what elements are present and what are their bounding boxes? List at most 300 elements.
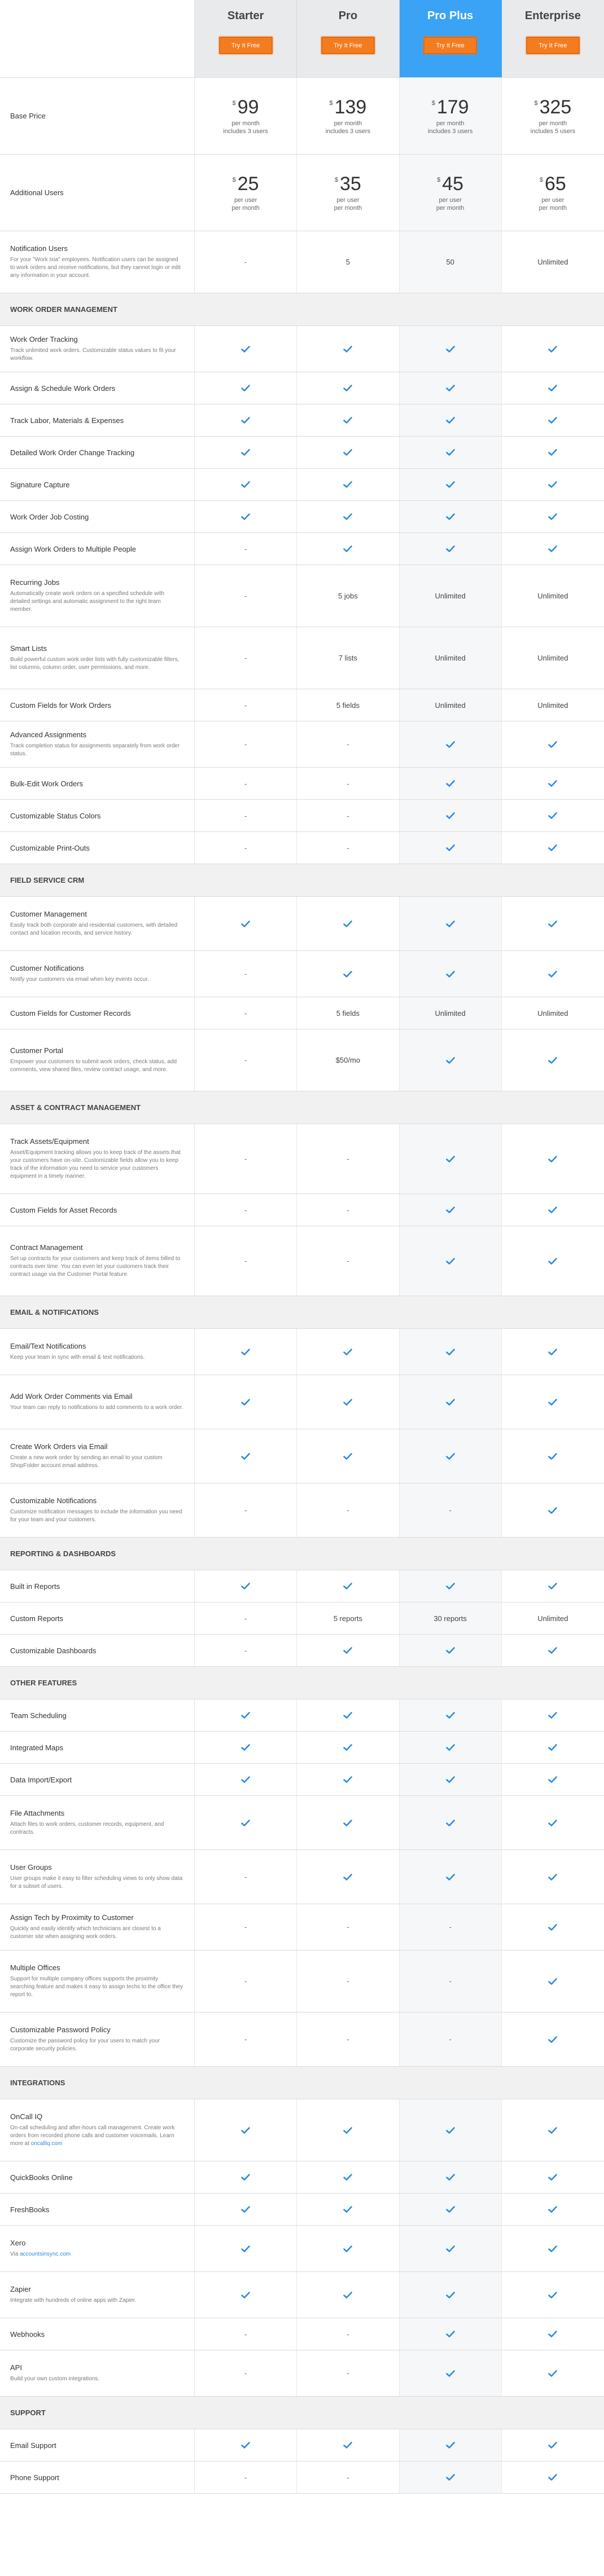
check-icon	[446, 921, 455, 927]
feature-cell	[400, 1850, 502, 1904]
price-cell	[297, 155, 399, 231]
feature-description-text: Attach files to work orders, customer records, equipment, and contracts.	[10, 1821, 164, 1835]
check-icon	[241, 2442, 250, 2449]
feature-name: Recurring Jobs	[10, 578, 60, 587]
feature-cell	[400, 1570, 502, 1602]
feature-cell	[195, 1570, 297, 1602]
feature-value: -	[244, 2035, 247, 2044]
feature-value: $50/mo	[335, 1056, 361, 1064]
feature-description-text: Automatically create work orders on a specified schedule with detailed settings and automatic assignment to the right team member.	[10, 591, 164, 613]
feature-cell	[195, 1950, 297, 2012]
feature-cell	[400, 2272, 502, 2318]
feature-cell	[297, 501, 399, 532]
feature-description	[10, 922, 184, 937]
feature-cell	[297, 1635, 399, 1666]
price	[534, 97, 571, 117]
feature-description	[10, 1354, 184, 1362]
feature-cell	[297, 2161, 399, 2193]
plan-name: Starter	[227, 10, 264, 22]
feature-cell	[195, 689, 297, 721]
feature-cell	[297, 1732, 399, 1763]
check-icon	[548, 1820, 557, 1826]
check-icon	[548, 545, 557, 552]
check-icon	[446, 1258, 455, 1265]
price-amount: 99	[237, 96, 259, 118]
price-amount: 65	[545, 173, 566, 195]
feature-cell	[502, 897, 604, 950]
plan-column	[502, 0, 604, 77]
feature-cell	[400, 1429, 502, 1483]
feature-cell	[195, 1124, 297, 1194]
feature-cell	[400, 2226, 502, 2271]
feature-value: -	[244, 1155, 247, 1163]
feature-value: -	[244, 843, 247, 852]
price	[432, 97, 469, 117]
feature-value: -	[347, 1155, 349, 1163]
feature-cell	[297, 1429, 399, 1483]
feature-row	[0, 469, 604, 501]
feature-cell	[400, 2099, 502, 2161]
feature-cell	[297, 372, 399, 404]
check-icon	[548, 1712, 557, 1719]
check-icon	[241, 385, 250, 391]
currency: $	[232, 99, 236, 107]
feature-description-text: Customize the password policy for your users to match your corporate security policies.	[10, 2038, 160, 2052]
row-label	[0, 565, 195, 627]
feature-row	[0, 501, 604, 533]
row-label	[0, 326, 195, 372]
feature-cell	[502, 1635, 604, 1666]
check-icon	[343, 545, 352, 552]
feature-link[interactable]: accountsinsync.com	[20, 2251, 71, 2257]
check-icon	[548, 1206, 557, 1213]
feature-cell	[502, 2461, 604, 2493]
feature-cell	[195, 1699, 297, 1731]
check-icon	[548, 2442, 557, 2449]
price-amount: 45	[442, 173, 464, 195]
feature-row	[0, 372, 604, 404]
feature-cell	[400, 404, 502, 436]
feature-cell	[502, 2099, 604, 2161]
feature-description	[10, 742, 184, 758]
check-icon	[343, 2174, 352, 2181]
feature-name: Signature Capture	[10, 480, 70, 489]
feature-cell	[297, 627, 399, 689]
feature-cell	[502, 1375, 604, 1429]
row-title: Base Price	[10, 112, 46, 120]
price-cell	[195, 155, 297, 231]
feature-cell	[502, 1429, 604, 1483]
row-label	[0, 2272, 195, 2318]
try-it-free-button[interactable]: Try It Free	[219, 37, 273, 54]
feature-cell	[400, 951, 502, 997]
feature-cell	[297, 469, 399, 500]
check-icon	[446, 1206, 455, 1213]
currency: $	[539, 176, 544, 183]
feature-cell	[297, 2272, 399, 2318]
feature-cell	[502, 1329, 604, 1375]
check-icon	[343, 449, 352, 456]
feature-cell	[297, 565, 399, 627]
row-label	[0, 1764, 195, 1795]
check-icon	[446, 1399, 455, 1406]
feature-name: OnCall IQ	[10, 2112, 43, 2121]
currency: $	[431, 99, 435, 107]
feature-value: Unlimited	[537, 258, 568, 266]
feature-name: Customizable Password Policy	[10, 2025, 111, 2034]
price-amount: 139	[334, 96, 367, 118]
feature-cell	[195, 404, 297, 436]
feature-cell	[400, 565, 502, 627]
feature-description-text: On-call scheduling and after-hours call management. Create work orders from recorded phone calls and customer voicemails. Learn more at	[10, 2125, 175, 2147]
feature-cell	[297, 689, 399, 721]
feature-description-text: Track completion status for assignments separately from work order status.	[10, 743, 180, 757]
feature-description	[10, 2124, 184, 2148]
feature-cell	[195, 231, 297, 293]
price	[335, 174, 361, 194]
feature-cell	[195, 326, 297, 372]
feature-value: -	[347, 2330, 349, 2339]
price-note	[436, 196, 465, 212]
check-icon	[446, 741, 455, 748]
feature-value: 5 reports	[333, 1614, 363, 1623]
feature-cell	[400, 627, 502, 689]
feature-cell	[297, 2013, 399, 2066]
feature-name: Custom Fields for Work Orders	[10, 701, 111, 710]
feature-cell	[195, 2461, 297, 2493]
feature-cell	[297, 1950, 399, 2012]
plan-column	[297, 0, 399, 77]
feature-row	[0, 1124, 604, 1194]
check-icon	[548, 2127, 557, 2134]
feature-row	[0, 2318, 604, 2350]
check-icon	[241, 1712, 250, 1719]
price-note-line: includes 3 users	[223, 127, 268, 135]
feature-cell	[400, 533, 502, 565]
check-icon	[343, 1583, 352, 1589]
check-icon	[548, 2370, 557, 2377]
check-icon	[548, 449, 557, 456]
price-amount: 25	[237, 173, 259, 195]
feature-value: -	[244, 811, 247, 820]
currency: $	[437, 176, 441, 183]
feature-name: QuickBooks Online	[10, 2173, 73, 2182]
check-icon	[241, 513, 250, 520]
feature-cell	[502, 1570, 604, 1602]
feature-description	[10, 2251, 184, 2258]
check-icon	[343, 346, 352, 353]
feature-row	[0, 2272, 604, 2318]
check-icon	[548, 1453, 557, 1460]
feature-value: Unlimited	[537, 1614, 568, 1623]
check-icon	[343, 1399, 352, 1406]
feature-description-text: Set up contracts for your customers and keep track of items billed to contracts over time. You can even let your customers track their contract usage via the Customer Portal feature.	[10, 1256, 181, 1278]
feature-cell	[195, 1429, 297, 1483]
feature-cell	[195, 951, 297, 997]
feature-cell	[195, 1226, 297, 1296]
row-label	[0, 627, 195, 689]
price-amount: 35	[340, 173, 361, 195]
row-label	[0, 372, 195, 404]
plan-column	[400, 0, 502, 77]
row-label	[0, 1194, 195, 1226]
feature-cell	[502, 326, 604, 372]
check-icon	[548, 1874, 557, 1881]
price-cell	[195, 78, 297, 154]
row-label	[0, 689, 195, 721]
feature-name: Data Import/Export	[10, 1775, 72, 1784]
feature-cell	[502, 1029, 604, 1091]
check-icon	[446, 1583, 455, 1589]
feature-cell	[195, 1732, 297, 1763]
feature-cell	[297, 2099, 399, 2161]
feature-value: -	[347, 2473, 349, 2482]
feature-value: 5 jobs	[338, 592, 358, 600]
feature-cell	[400, 2350, 502, 2396]
feature-cell	[400, 372, 502, 404]
row-label	[0, 800, 195, 831]
feature-cell	[297, 231, 399, 293]
feature-row	[0, 1570, 604, 1602]
feature-cell	[502, 951, 604, 997]
feature-row	[0, 832, 604, 864]
check-icon	[548, 2036, 557, 2043]
price-note-line: includes 3 users	[325, 127, 371, 135]
feature-cell	[297, 1764, 399, 1795]
price-row	[0, 155, 604, 231]
feature-cell	[400, 437, 502, 468]
check-icon	[241, 1820, 250, 1826]
feature-cell	[400, 897, 502, 950]
feature-value: -	[347, 1205, 349, 1214]
section-header: SUPPORT	[0, 2397, 604, 2429]
feature-value: 50	[446, 258, 454, 266]
feature-cell	[297, 1226, 399, 1296]
feature-description-text: Your team can reply to notifications to add comments to a work order.	[10, 1404, 183, 1411]
feature-value: 7 lists	[338, 654, 357, 662]
feature-cell	[400, 1226, 502, 1296]
feature-name: Customizable Notifications	[10, 1496, 97, 1505]
feature-value: -	[244, 970, 247, 978]
row-label	[0, 1904, 195, 1950]
row-label	[0, 155, 195, 231]
feature-cell	[502, 1124, 604, 1194]
check-icon	[548, 1507, 557, 1514]
check-icon	[446, 417, 455, 424]
feature-description-text: Asset/Equipment tracking allows you to keep track of the assets that your customers have on-site. Customizable fields allow you to keep track of the information you need to service your customers equipment in a timely manner.	[10, 1150, 181, 1179]
feature-row	[0, 2194, 604, 2226]
feature-cell	[502, 997, 604, 1029]
feature-value: -	[244, 2369, 247, 2377]
price-cell	[400, 155, 502, 231]
feature-cell	[195, 533, 297, 565]
feature-name: Track Labor, Materials & Expenses	[10, 416, 124, 425]
check-icon	[446, 2331, 455, 2337]
feature-name: File Attachments	[10, 1809, 65, 1817]
feature-cell	[400, 2429, 502, 2461]
check-icon	[548, 417, 557, 424]
price-note-line: per user	[541, 196, 564, 204]
feature-value: -	[347, 1506, 349, 1514]
check-icon	[446, 1349, 455, 1355]
feature-link[interactable]: oncalliq.com	[30, 2141, 63, 2147]
check-icon	[548, 1258, 557, 1265]
row-label	[0, 1429, 195, 1483]
feature-description	[10, 1255, 184, 1279]
feature-row	[0, 565, 604, 627]
feature-name: Phone Support	[10, 2473, 59, 2482]
row-label	[0, 1483, 195, 1537]
feature-row	[0, 2099, 604, 2161]
check-icon	[241, 1583, 250, 1589]
section-header: EMAIL & NOTIFICATIONS	[0, 1296, 604, 1329]
feature-cell	[400, 2461, 502, 2493]
price	[233, 174, 259, 194]
feature-row	[0, 1635, 604, 1667]
feature-row	[0, 1483, 604, 1538]
feature-value: -	[244, 779, 247, 788]
feature-cell	[400, 800, 502, 831]
feature-cell	[297, 2429, 399, 2461]
feature-row	[0, 1029, 604, 1091]
feature-value: -	[449, 2035, 452, 2044]
feature-value: 5	[345, 258, 350, 266]
feature-value: 30 reports	[434, 1614, 467, 1623]
feature-cell	[297, 1029, 399, 1091]
feature-cell	[502, 1904, 604, 1950]
row-label	[0, 832, 195, 864]
feature-value: 5 fields	[336, 701, 360, 710]
feature-cell	[195, 1375, 297, 1429]
feature-name: Advanced Assignments	[10, 730, 87, 739]
check-icon	[343, 1776, 352, 1783]
feature-cell	[297, 1796, 399, 1850]
row-label	[0, 533, 195, 565]
row-label	[0, 2429, 195, 2461]
header-spacer	[0, 0, 195, 77]
check-icon	[548, 971, 557, 977]
feature-description	[10, 1508, 184, 1524]
feature-cell	[502, 1483, 604, 1537]
check-icon	[446, 780, 455, 787]
currency: $	[232, 176, 236, 183]
row-label	[0, 1124, 195, 1194]
price-note-line: per month	[539, 120, 567, 127]
price-amount: 179	[436, 96, 469, 118]
row-label	[0, 2226, 195, 2271]
price-note	[326, 120, 371, 135]
feature-row	[0, 1764, 604, 1796]
check-icon	[548, 1978, 557, 1985]
feature-value: Unlimited	[537, 592, 568, 600]
feature-cell	[502, 1764, 604, 1795]
check-icon	[446, 2174, 455, 2181]
feature-description-text: Notify your customers via email when key events occur.	[10, 976, 149, 983]
feature-cell	[400, 1375, 502, 1429]
price-cell	[502, 155, 604, 231]
plan-name: Enterprise	[524, 10, 581, 22]
feature-cell	[400, 1124, 502, 1194]
feature-value: -	[244, 1056, 247, 1064]
feature-description	[10, 347, 184, 363]
feature-cell	[502, 2194, 604, 2225]
check-icon	[548, 741, 557, 748]
price-note-line: includes 3 users	[427, 127, 473, 135]
feature-name: User Groups	[10, 1863, 52, 1872]
check-icon	[241, 921, 250, 927]
plan-column	[195, 0, 297, 77]
feature-cell	[195, 1483, 297, 1537]
feature-cell	[297, 1124, 399, 1194]
check-icon	[548, 1156, 557, 1162]
check-icon	[446, 481, 455, 488]
feature-row	[0, 231, 604, 293]
feature-name: Assign Tech by Proximity to Customer	[10, 1913, 134, 1922]
check-icon	[446, 812, 455, 819]
section-header: WORK ORDER MANAGEMENT	[0, 293, 604, 326]
feature-cell	[400, 2318, 502, 2350]
feature-name: Work Order Tracking	[10, 335, 78, 344]
feature-cell	[195, 768, 297, 799]
feature-cell	[502, 721, 604, 767]
try-it-free-button[interactable]: Try It Free	[423, 37, 477, 54]
feature-value: -	[244, 654, 247, 662]
feature-cell	[502, 2226, 604, 2271]
check-icon	[446, 2127, 455, 2134]
feature-description-text: Support for multiple company offices supports the proximity searching feature and makes it easy to assign techs to the office they report to.	[10, 1976, 183, 1998]
try-it-free-button[interactable]: Try It Free	[321, 37, 375, 54]
row-label	[0, 469, 195, 500]
row-label	[0, 1635, 195, 1666]
feature-cell	[195, 2194, 297, 2225]
check-icon	[343, 2245, 352, 2252]
check-icon	[343, 1744, 352, 1751]
feature-value: -	[347, 2035, 349, 2044]
feature-cell	[195, 2272, 297, 2318]
check-icon	[446, 1156, 455, 1162]
feature-row	[0, 533, 604, 565]
price-cell	[400, 78, 502, 154]
check-icon	[343, 971, 352, 977]
feature-description-text: Track unlimited work orders. Customizable status values to fit your workflow.	[10, 347, 176, 362]
check-icon	[548, 780, 557, 787]
feature-name: Customizable Status Colors	[10, 811, 101, 820]
check-icon	[548, 513, 557, 520]
feature-cell	[502, 437, 604, 468]
price	[437, 174, 463, 194]
feature-cell	[502, 2161, 604, 2193]
feature-description-text: For your "Work Ixia" employees. Notification users can be assigned to work orders and receive notifications, but they cannot login or edit any information in your account.	[10, 257, 181, 279]
row-label	[0, 1375, 195, 1429]
check-icon	[343, 921, 352, 927]
price-rows	[0, 78, 604, 231]
feature-description-text: Via	[10, 2251, 20, 2257]
check-icon	[343, 417, 352, 424]
row-label	[0, 2099, 195, 2161]
check-icon	[241, 2206, 250, 2213]
feature-name: Customer Portal	[10, 1046, 63, 1055]
check-icon	[241, 2245, 250, 2252]
feature-name: Assign Work Orders to Multiple People	[10, 544, 137, 553]
feature-cell	[195, 1602, 297, 1634]
try-it-free-button[interactable]: Try It Free	[526, 37, 580, 54]
check-icon	[343, 2127, 352, 2134]
feature-value: Unlimited	[537, 1009, 568, 1018]
feature-row	[0, 404, 604, 437]
feature-cell	[400, 1699, 502, 1731]
row-label	[0, 404, 195, 436]
feature-cell	[400, 501, 502, 532]
